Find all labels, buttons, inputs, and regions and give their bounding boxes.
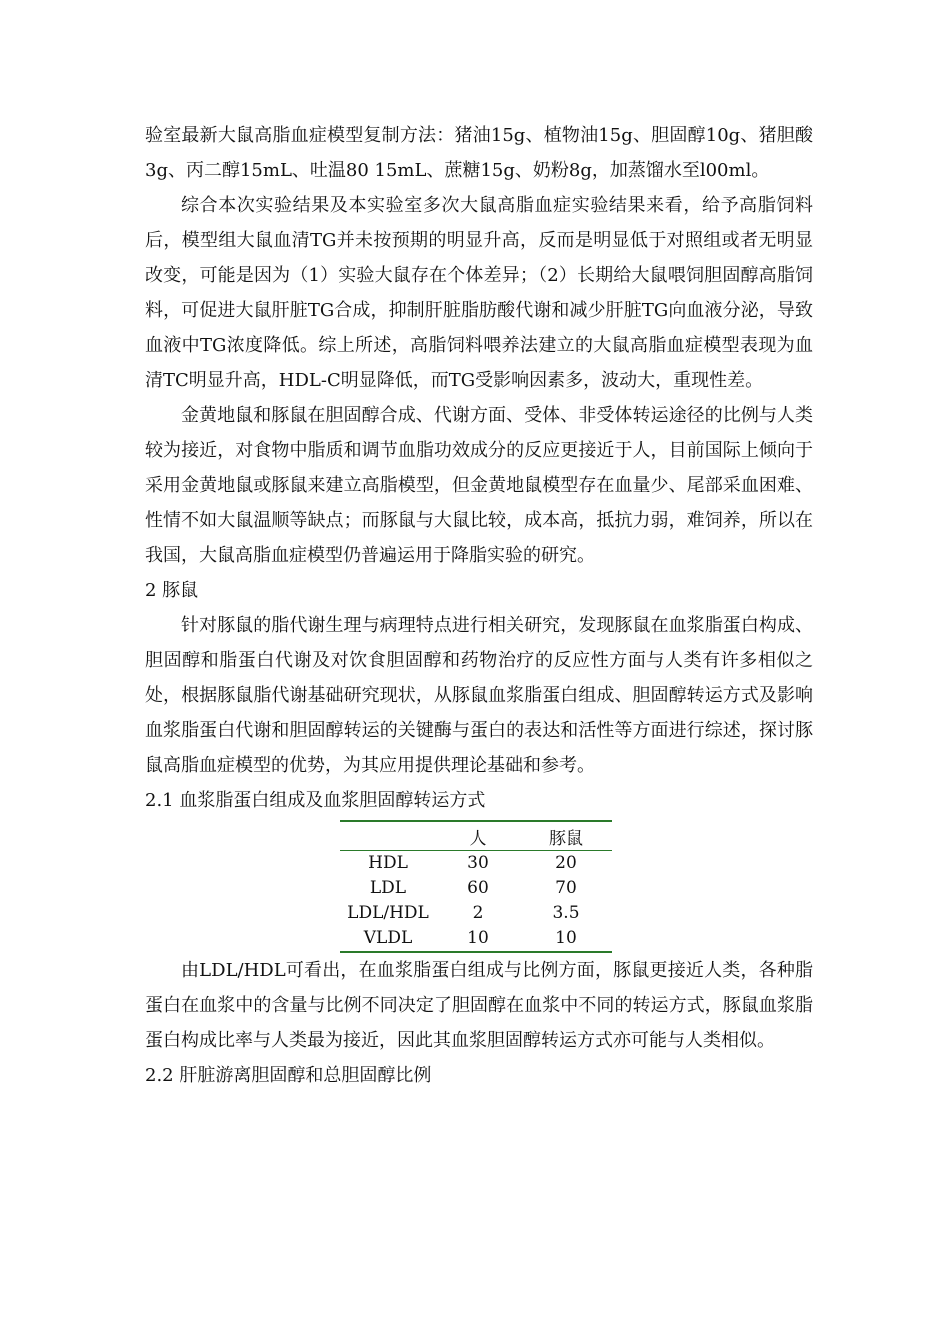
table-row (340, 926, 612, 952)
subsection-heading-lipoprotein: 2.1 血浆脂蛋白组成及血浆胆固醇转运方式 (145, 790, 486, 811)
table-header-cell: 人 (436, 821, 520, 851)
paragraph-model-recipe: 验室最新大鼠高脂血症模型复制方法：猪油15g、植物油15g、胆固醇10g、猪胆酸3g、丙二醇15mL、吐温80 15mL、蔗糖15g、奶粉8g，加蒸馏水至l00ml。 (145, 125, 813, 181)
table-row (340, 876, 612, 901)
table-cell: LDL (369, 878, 407, 898)
paragraph-ldl-hdl-analysis: 由LDL/HDL可看出，在血浆脂蛋白组成与比例方面，豚鼠更接近人类，各种脂蛋白在血浆中的含量与比例不同决定了胆固醇在血浆中不同的转运方式，豚鼠血浆脂蛋白构成比率与人类最为接近，因此其血浆胆固醇转运方式亦可能与人类相似。 (145, 960, 813, 1051)
section-heading-guineapig: 2 豚鼠 (145, 580, 199, 601)
document-body (145, 118, 813, 1093)
table-cell: 70 (555, 878, 577, 898)
paragraph-hamster-guineapig: 金黄地鼠和豚鼠在胆固醇合成、代谢方面、受体、非受体转运途径的比例与人类较为接近，对食物中脂质和调节血脂功效成分的反应更接近于人，目前国际上倾向于采用金黄地鼠或豚鼠来建立高脂模型，但金黄地鼠模型存在血量少、尾部采血困难、性情不如大鼠温顺等缺点；而豚鼠与大鼠比较，成本高，抵抗力弱，难饲养，所以在我国，大鼠高脂血症模型仍普遍运用于降脂实验的研究。 (145, 405, 813, 566)
table-row (340, 901, 612, 926)
table-row (340, 851, 612, 877)
table-header-cell: 豚鼠 (520, 821, 612, 851)
lipoprotein-table (340, 820, 612, 953)
table-header-row (340, 821, 612, 851)
table-cell: 10 (520, 926, 612, 952)
table-cell: 2 (472, 903, 484, 923)
subsection-heading-liver-cholesterol: 2.2 肝脏游离胆固醇和总胆固醇比例 (145, 1065, 432, 1086)
table-cell: VLDL (340, 926, 436, 952)
paragraph-rat-results: 综合本次实验结果及本实验室多次大鼠高脂血症实验结果来看，给予高脂饲料后，模型组大鼠血清TG并未按预期的明显升高，反而是明显低于对照组或者无明显改变，可能是因为（1）实验大鼠存在个体差异；（2）长期给大鼠喂饲胆固醇高脂饲料，可促进大鼠肝脏TG合成，抑制肝脏脂肪酸代谢和减少肝脏TG向血液分泌，导致血液中TG浓度降低。综上所述，高脂饲料喂养法建立的大鼠高脂血症模型表现为血清TC明显升高，HDL-C明显降低，而TG受影响因素多，波动大，重现性差。 (145, 195, 813, 391)
table-cell: 30 (467, 853, 489, 873)
table-cell: 10 (436, 926, 520, 952)
paragraph-guineapig-intro: 针对豚鼠的脂代谢生理与病理特点进行相关研究，发现豚鼠在血浆脂蛋白构成、胆固醇和脂蛋白代谢及对饮食胆固醇和药物治疗的反应性方面与人类有许多相似之处，根据豚鼠脂代谢基础研究现状，从豚鼠血浆脂蛋白组成、胆固醇转运方式及影响血浆脂蛋白代谢和胆固醇转运的关键酶与蛋白的表达和活性等方面进行综述，探讨豚鼠高脂血症模型的优势，为其应用提供理论基础和参考。 (145, 615, 813, 776)
table-cell: HDL (368, 853, 408, 873)
table-header-cell (340, 821, 436, 851)
table-cell: 20 (555, 853, 577, 873)
table-cell: 60 (467, 878, 489, 898)
table-cell: 3.5 (552, 903, 580, 923)
table-cell: LDL/HDL (347, 903, 429, 923)
lipoprotein-table-wrapper (145, 820, 813, 953)
